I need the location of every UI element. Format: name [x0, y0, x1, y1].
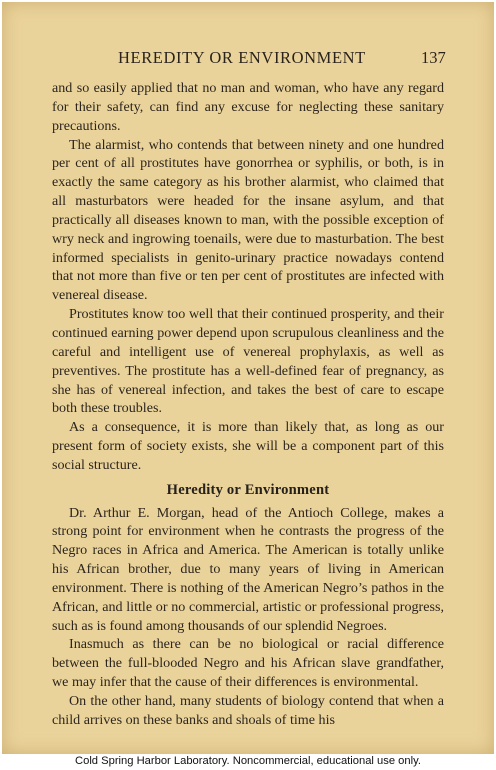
paragraph: As a consequence, it is more than likely that, as long as our present form of society exists, she will be a component part of this social structure.: [52, 419, 444, 473]
paragraph: The alarmist, who contends that between ninety and one hundred per cent of all prostitutes have gonorrhea or syphilis, or both, is in exactly the same category as his brother alarmist, who claimed that all masturbators were headed for the insane asylum, and that practically all diseases known to man, with the possible exception of wry neck and ingrowing toenails, were due to masturbation. The best informed specialists in genito-urinary practice nowadays contend that not more than five or ten per cent of prostitutes are infected with venereal disease.: [52, 136, 444, 304]
body-text: [52, 79, 444, 730]
paragraph: Prostitutes know too well that their continued prosperity, and their continued earning power depend upon scrupulous cleanliness and the careful and intelligent use of venereal prophylaxis, as well as preventives. The prostitute has a well-defined fear of pregnancy, as she has of venereal infection, and takes the best of care to escape both these troubles.: [52, 306, 444, 417]
paragraph: On the other hand, many students of biology contend that when a child arrives on these banks and shoals of time his: [52, 693, 444, 728]
section-heading: Heredity or Environment: [166, 481, 330, 498]
paragraph: Dr. Arthur E. Morgan, head of the Antioch College, makes a strong point for environment when he contrasts the progress of the Negro races in Africa and America. The American is totally unlike his African brother, due to many years of living in American environment. There is nothing of the American Negro’s pathos in the African, and little or no commercial, artistic or professional progress, such as is found among thousands of our splendid Negroes.: [52, 504, 444, 634]
running-head: [2, 48, 494, 68]
paragraph: and so easily applied that no man and woman, who have any regard for their safety, can find any excuse for neglecting these sanitary precautions.: [52, 80, 444, 134]
page-number: 137: [421, 48, 446, 67]
archive-credit-footer: Cold Spring Harbor Laboratory. Noncommercial, educational use only.: [75, 755, 421, 767]
book-page: [2, 2, 494, 754]
paragraph: Inasmuch as there can be no biological or racial difference between the full-blooded Negro and his African slave grandfather, we may infer that the cause of their differences is environmental.: [52, 636, 444, 691]
running-head-title: HEREDITY OR ENVIRONMENT: [118, 48, 366, 67]
